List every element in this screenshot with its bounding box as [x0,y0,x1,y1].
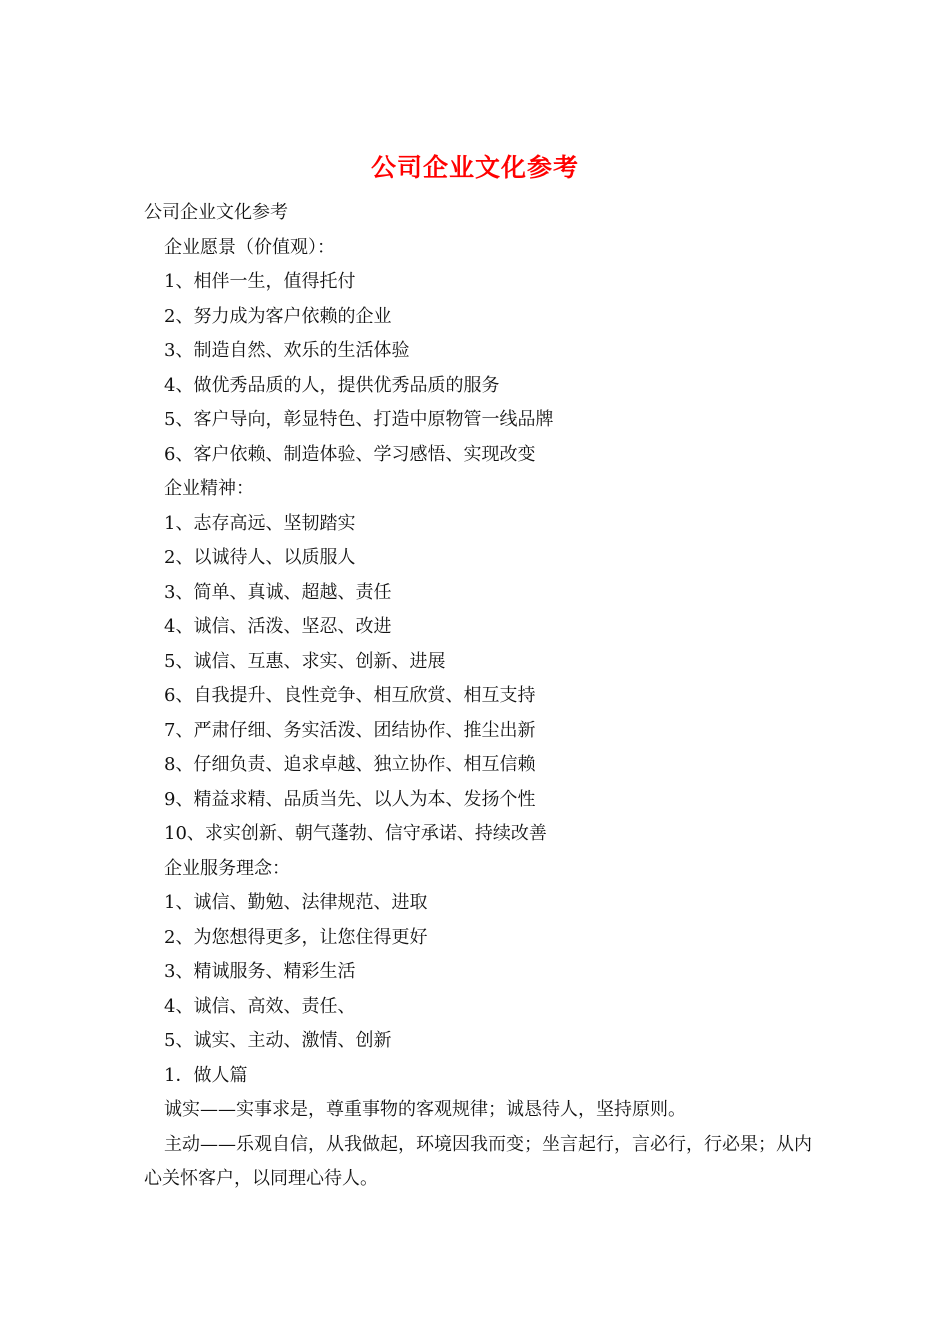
vision-item: 4、做优秀品质的人，提供优秀品质的服务 [164,374,500,396]
spirit-item: 4、诚信、活泼、坚忍、改进 [164,616,392,637]
spirit-item: 9、精益求精、品质当先、以人为本、发扬个性 [164,788,536,810]
vision-item: 6、客户依赖、制造体验、学习感悟、实现改变 [164,443,536,465]
spirit-item: 8、仔细负责、追求卓越、独立协作、相互信赖 [164,754,536,775]
spirit-heading: 企业精神： [164,478,254,499]
document-subtitle: 公司企业文化参考 [144,202,288,223]
vision-item: 2、努力成为客户依赖的企业 [164,305,392,327]
spirit-item: 10、求实创新、朝气蓬勃、信守承诺、持续改善 [164,823,547,844]
vision-item: 1、相伴一生，值得托付 [164,271,356,292]
service-item: 1、诚信、勤勉、法律规范、进取 [164,892,428,913]
service-item: 2、为您想得更多，让您住得更好 [164,926,428,948]
spirit-item: 2、以诚待人、以质服人 [164,547,356,568]
spirit-item: 3、简单、真诚、超越、责任 [164,581,392,603]
spirit-item: 5、诚信、互惠、求实、创新、进展 [164,650,446,672]
service-item: 5、诚实、主动、激情、创新 [164,1030,392,1051]
paragraph: 主动——乐观自信，从我做起，环境因我而变；坐言起行，言必行，行必果；从内心关怀客户，以同理心待人。 [144,1133,812,1189]
service-item: 4、诚信、高效、责任、 [164,995,356,1017]
spirit-item: 6、自我提升、良性竞争、相互欣赏、相互支持 [164,685,536,706]
spirit-item: 1、志存高远、坚韧踏实 [164,512,356,534]
paragraph: 诚实——实事求是，尊重事物的客观规律；诚恳待人，坚持原则。 [164,1099,686,1120]
vision-item: 5、客户导向，彰显特色、打造中原物管一线品牌 [164,409,554,430]
vision-item: 3、制造自然、欢乐的生活体验 [164,340,410,361]
spirit-item: 7、严肃仔细、务实活泼、团结协作、推尘出新 [164,719,536,741]
section-heading: 1．做人篇 [164,1064,248,1086]
service-item: 3、精诚服务、精彩生活 [164,961,356,982]
vision-heading: 企业愿景（价值观）： [164,236,335,258]
document-body [144,196,814,1197]
document-title: 公司企业文化参考 [370,153,579,182]
service-heading: 企业服务理念： [164,857,290,879]
